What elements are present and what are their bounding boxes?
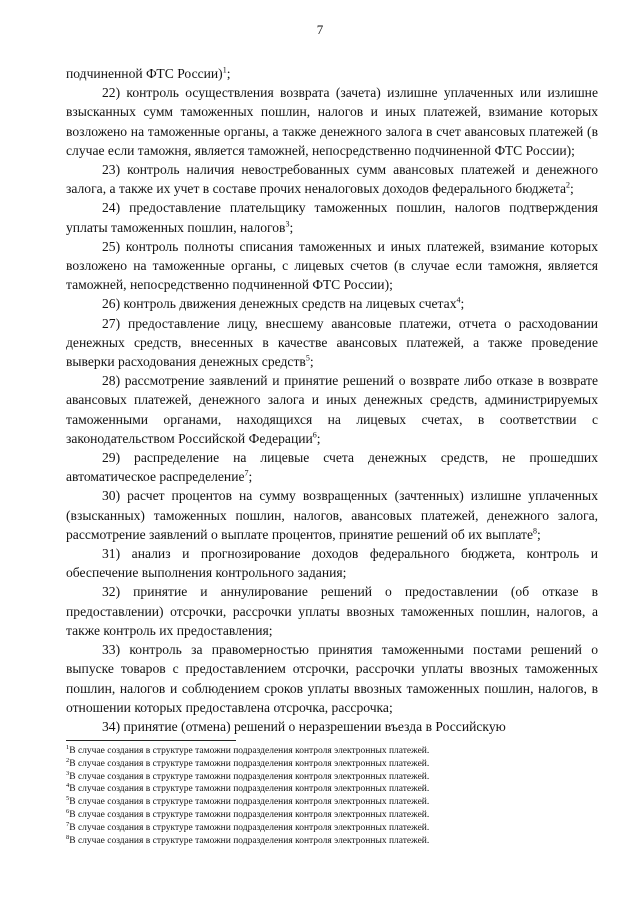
paragraph-text: 34) принятие (отмена) решений о неразрешении въезда в Российскую bbox=[102, 718, 506, 734]
footnote bbox=[66, 796, 598, 809]
paragraph-text: 33) контроль за правомерностью принятия таможенными постами решений о выпуске товаров с предоставлением отсрочки, рассрочки уплаты ввозных таможенных пошлин, налогов и соблюдением сроков уплаты ввозных таможенных пошлин, налогов, в отношении которых предоставлена отсрочка, рассрочка; bbox=[66, 642, 598, 715]
footnote bbox=[66, 835, 598, 848]
list-item-22 bbox=[66, 83, 598, 160]
footnote bbox=[66, 809, 598, 822]
list-item-26 bbox=[66, 294, 598, 313]
footnote bbox=[66, 771, 598, 784]
paragraph-tail: ; bbox=[569, 181, 574, 197]
footnote-text: В случае создания в структуре таможни подразделения контроля электронных платежей. bbox=[69, 809, 430, 820]
list-item-23 bbox=[66, 160, 598, 198]
paragraph-text: подчиненной ФТС России) bbox=[66, 66, 223, 81]
page-number: 7 bbox=[316, 22, 324, 37]
footnote-divider bbox=[66, 740, 236, 741]
footnote-text: В случае создания в структуре таможни подразделения контроля электронных платежей. bbox=[69, 797, 430, 808]
main-text bbox=[66, 64, 598, 736]
paragraph-tail: ; bbox=[536, 526, 541, 542]
footnote-number: 5 bbox=[66, 795, 70, 803]
footnote-marker: 5 bbox=[305, 353, 310, 363]
footnote-text: В случае создания в структуре таможни подразделения контроля электронных платежей. bbox=[69, 784, 430, 795]
footnote bbox=[66, 822, 598, 835]
footnote-marker: 6 bbox=[312, 430, 317, 440]
footnotes bbox=[66, 745, 598, 847]
paragraph-tail: ; bbox=[460, 296, 465, 312]
paragraph-text: 28) рассмотрение заявлений и принятие решений о возврате либо отказе в возврате авансовых платежей, денежного залога и иных денежных средств, администрируемых таможенными органами, находящихся на лицевых счетах, в соответствии с законодательством Российской Федерации bbox=[66, 373, 598, 446]
paragraph-text: 30) расчет процентов на сумму возвращенных (зачтенных) излишне уплаченных (взысканных) таможенных пошлин, налогов, авансовых платежей, денежного залога, рассмотрение заявлений о выплате процентов, принятие решений об их выплате bbox=[66, 488, 598, 542]
list-item-33 bbox=[66, 640, 598, 717]
footnote bbox=[66, 745, 598, 758]
footnote-number: 1 bbox=[66, 743, 70, 751]
paragraph-text: 23) контроль наличия невостребованных сумм авансовых платежей и денежного залога, а также их учет в составе прочих неналоговых доходов федерального бюджета bbox=[66, 162, 598, 197]
list-item-31 bbox=[66, 544, 598, 582]
paragraph-text: 25) контроль полноты списания таможенных и иных платежей, взимание которых возложено на таможенные органы, с лицевых счетов (в случае если таможня, является таможней, непосредственно подчиненной ФТС России); bbox=[66, 238, 598, 293]
paragraph-text: 24) предоставление плательщику таможенных пошлин, налогов подтверждения уплаты таможенных пошлин, налогов bbox=[66, 200, 598, 235]
footnote-marker: 2 bbox=[565, 180, 570, 190]
paragraph-tail: ; bbox=[226, 66, 231, 81]
footnote bbox=[66, 758, 598, 771]
paragraph-text: 32) принятие и аннулирование решений о предоставлении (об отказе в предоставлении) отсрочки, рассрочки уплаты ввозных таможенных пошлин, налогов, а также контроль их предоставления; bbox=[66, 584, 598, 638]
continuation-paragraph bbox=[66, 64, 598, 83]
list-item-34 bbox=[66, 717, 598, 736]
footnote-text: В случае создания в структуре таможни подразделения контроля электронных платежей. bbox=[69, 822, 430, 833]
footnote-text: В случае создания в структуре таможни подразделения контроля электронных платежей. bbox=[69, 835, 430, 846]
footnote-number: 7 bbox=[66, 820, 70, 828]
footnote-marker: 8 bbox=[532, 526, 537, 536]
paragraph-text: 26) контроль движения денежных средств на лицевых счетах bbox=[102, 296, 457, 312]
paragraph-text: 27) предоставление лицу, внесшему авансовые платежи, отчета о расходовании денежных средств, внесенных в качестве авансовых платежей, а также проведение выверки расходования денежных средств bbox=[66, 315, 598, 370]
footnote-marker: 7 bbox=[244, 468, 249, 478]
footnote-number: 8 bbox=[66, 833, 70, 841]
footnote-number: 2 bbox=[66, 756, 70, 764]
paragraph-tail: ; bbox=[248, 469, 253, 485]
paragraph-text: 31) анализ и прогнозирование доходов федерального бюджета, контроль и обеспечение выполнения контрольного задания; bbox=[66, 546, 598, 581]
list-item-28 bbox=[66, 371, 598, 448]
footnote-number: 3 bbox=[66, 769, 70, 777]
footnote-number: 6 bbox=[66, 807, 70, 815]
footnote-text: В случае создания в структуре таможни подразделения контроля электронных платежей. bbox=[69, 758, 430, 769]
list-item-27 bbox=[66, 314, 598, 372]
list-item-32 bbox=[66, 582, 598, 640]
paragraph-text: 22) контроль осуществления возврата (зачета) излишне уплаченных или излишне взысканных сумм таможенных пошлин, налогов и иных платежей, взимание которых возложено на таможенные органы, а также денежного залога в счет авансовых платежей (в случае если таможня, является таможней, непосредственно подчиненной ФТС России); bbox=[66, 85, 598, 158]
list-item-29 bbox=[66, 448, 598, 486]
paragraph-tail: ; bbox=[309, 354, 314, 370]
footnote-text: В случае создания в структуре таможни подразделения контроля электронных платежей. bbox=[69, 746, 430, 756]
paragraph-tail: ; bbox=[316, 430, 321, 446]
footnote-text: В случае создания в структуре таможни подразделения контроля электронных платежей. bbox=[69, 771, 430, 782]
footnote bbox=[66, 783, 598, 796]
footnote-marker: 1 bbox=[222, 65, 227, 75]
footnote-marker: 4 bbox=[456, 295, 461, 305]
paragraph-text: 29) распределение на лицевые счета денежных средств, не прошедших автоматическое распределение bbox=[66, 450, 598, 485]
paragraph-tail: ; bbox=[289, 219, 294, 235]
list-item-25 bbox=[66, 237, 598, 295]
list-item-30 bbox=[66, 486, 598, 544]
list-item-24 bbox=[66, 198, 598, 236]
footnote-number: 4 bbox=[66, 782, 70, 790]
footnote-marker: 3 bbox=[285, 219, 290, 229]
